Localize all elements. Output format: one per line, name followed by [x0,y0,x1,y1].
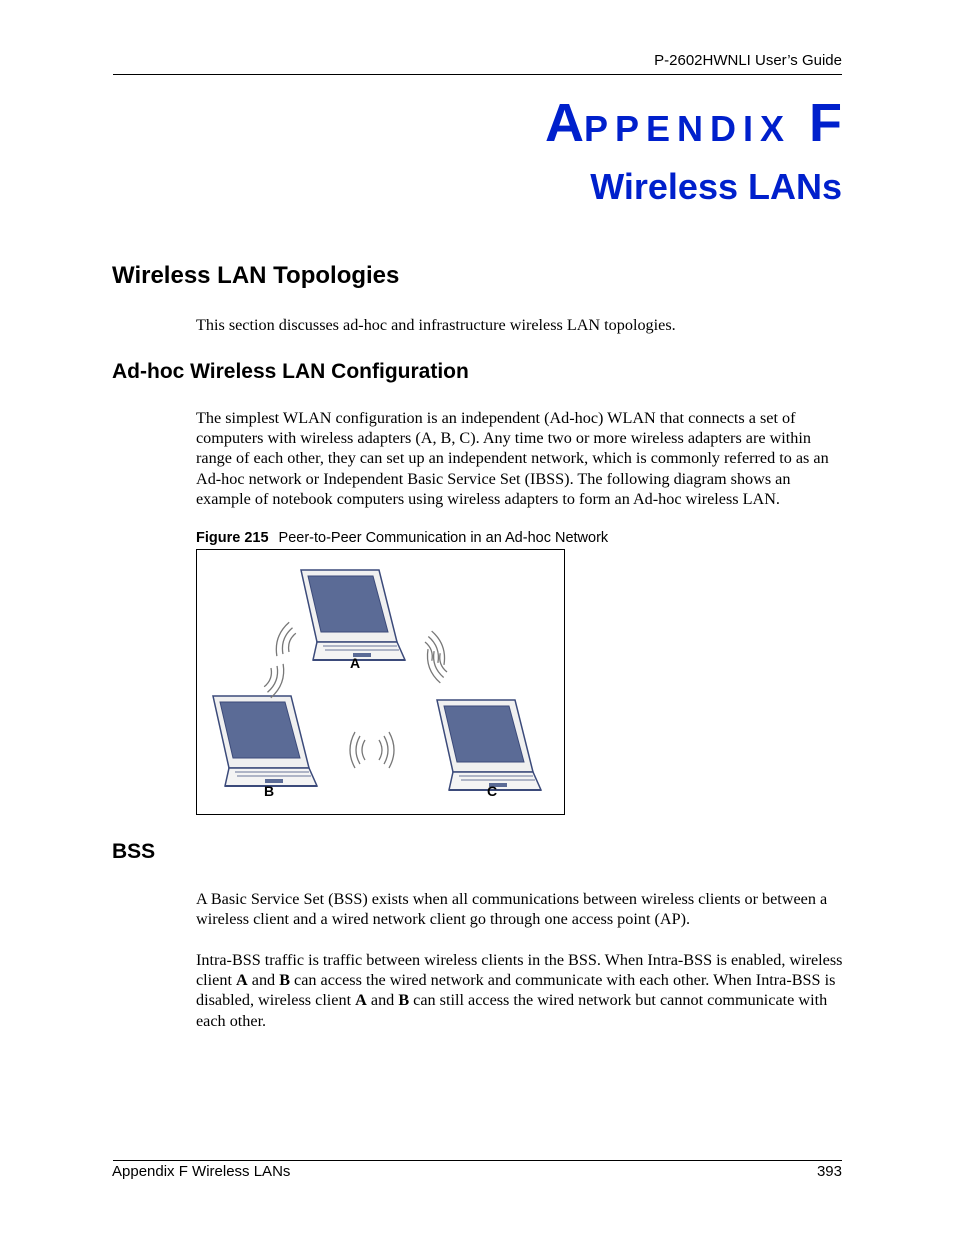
figure-title: Peer-to-Peer Communication in an Ad-hoc Network [278,530,609,546]
figure-label-c: C [486,783,498,799]
appendix-word-rest: PPENDIX [583,108,791,149]
text-run: can still access the wired network but cannot communicate with each other. [196,991,828,1030]
appendix-first-letter: A [544,93,584,153]
appendix-heading [544,93,842,153]
laptop-b-icon [213,696,317,786]
client-b-label: B [398,991,410,1010]
section-heading-topologies: Wireless LAN Topologies [112,262,400,289]
wireless-waves-icon [261,660,287,699]
text-run: can access the wired network and communicate with each other. When Intra-BSS is disabled, wireless client [196,971,836,1010]
figure-label-a: A [349,655,361,671]
text-run: and [247,971,280,990]
client-a-label: A [236,971,248,990]
client-a-label: A [355,991,367,1010]
figure-number: Figure 215 [196,530,269,546]
appendix-letter: F [809,93,842,153]
figure-label-b: B [263,783,275,799]
client-b-label: B [279,971,290,990]
footer-rule [113,1160,842,1161]
section-heading-adhoc: Ad-hoc Wireless LAN Configuration [112,360,469,383]
wireless-waves-icon [350,732,365,768]
section-heading-bss: BSS [112,840,156,863]
wireless-waves-icon [422,629,448,668]
adhoc-diagram [197,550,564,814]
wireless-waves-icon [272,621,298,660]
running-header: P-2602HWNLI User’s Guide [654,52,842,69]
figure-caption [196,530,608,546]
text-run: Intra-BSS traffic is traffic between wireless clients in the BSS. When Intra-BSS is enabled, wireless client [196,951,843,990]
page-title: Wireless LANs [590,166,842,207]
laptop-c-icon [437,700,541,790]
page-number: 393 [816,1163,842,1180]
adhoc-network-figure [196,549,565,815]
bss-paragraph-1: A Basic Service Set (BSS) exists when all communications between wireless clients or between a wireless client and a wired network client go through one access point (AP). [196,890,828,929]
adhoc-paragraph: The simplest WLAN configuration is an independent (Ad-hoc) WLAN that connects a set of computers with wireless adapters (A, B, C). Any time two or more wireless adapters are within range of each other, they can set up an independent network, which is commonly referred to as an Ad-hoc network or Independent Basic Service Set (IBSS). The following diagram shows an example of notebook computers using wireless adapters to form an Ad-hoc wireless LAN. [196,409,829,508]
laptop-a-icon [301,570,405,660]
topologies-intro: This section discusses ad-hoc and infrastructure wireless LAN topologies. [196,316,676,334]
bss-paragraph-2 [196,950,846,1031]
header-rule [113,74,842,75]
running-footer: Appendix F Wireless LANs [112,1163,291,1180]
wireless-waves-icon [379,732,394,768]
wireless-waves-icon [423,646,449,685]
text-run: and [366,991,399,1010]
